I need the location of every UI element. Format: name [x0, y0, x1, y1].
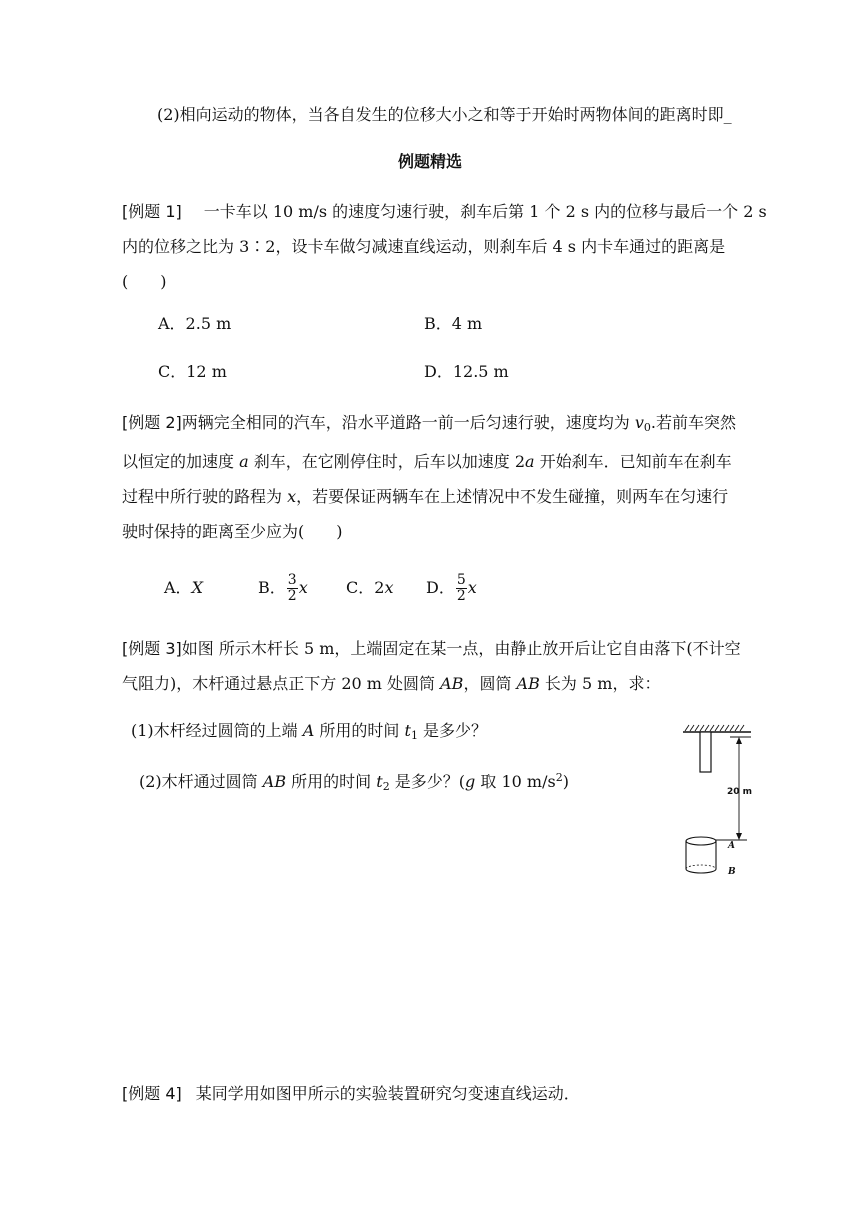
example-1-option-b: B．4 m: [424, 314, 483, 333]
example-2-line-3: 过程中所行驶的路程为 x，若要保证两辆车在上述情况中不发生碰撞，则两车在匀速行: [122, 487, 729, 506]
example-1-tag: [例题 1]: [122, 202, 182, 221]
example-3-line-1: [例题 3]如图 所示木杆长 5 m，上端固定在某一点，由静止放开后让它自由落下(不计空: [122, 639, 741, 658]
example-1-line-3: ( ): [122, 272, 167, 291]
section-title: 例题精选: [397, 152, 462, 171]
example-2-line-4: 驶时保持的距离至少应为( ): [122, 522, 343, 541]
example-3-question-2: (2)木杆通过圆筒 AB 所用的时间 $t_2$ 是多少？(g 取 10 $m/s^2$): [139, 771, 569, 793]
label-b: B: [728, 867, 736, 877]
example-2-option-d: D． $\frac{5}{2}$ x: [426, 572, 477, 604]
example-2-line-2: 以恒定的加速度 a 刹车，在它刚停住时，后车以加速度 2a 开始刹车．已知前车在刹车: [122, 452, 732, 471]
label-a: A: [728, 841, 735, 851]
example-3-line-2: 气阻力)，木杆通过悬点正下方 20 m 处圆筒 AB，圆筒 AB 长为 5 m，求：: [122, 674, 661, 693]
example-3-question-1: (1)木杆经过圆筒的上端 A 所用的时间 $t_1$ 是多少？: [131, 721, 488, 742]
example-2-option-b: B． $\frac{3}{2}$ x: [258, 572, 308, 604]
example-3-tag: [例题 3]: [122, 639, 182, 658]
intro-line: (2)相向运动的物体，当各自发生的位移大小之和等于开始时两物体间的距离时即_: [157, 105, 732, 124]
arrow-down-icon: [736, 833, 742, 840]
example-2-tag: [例题 2]: [122, 413, 182, 432]
example-2-option-a: A．X: [164, 578, 203, 597]
tube-bottom-back: [686, 865, 716, 869]
distance-label: 20 m: [727, 787, 753, 797]
example-1-option-a: A．2.5 m: [158, 314, 232, 333]
example-4-tag: [例题 4]: [122, 1084, 182, 1103]
wooden-rod: [700, 732, 711, 772]
example-2-option-c: C．2x: [346, 578, 394, 597]
example-1-line-1: [122, 201, 767, 223]
example-4-line-1: [例题 4] 某同学用如图甲所示的实验装置研究匀变速直线运动．: [122, 1084, 580, 1103]
ceiling-hatch: [685, 725, 744, 731]
example-1-text-1: 一卡车以 10 m/s 的速度匀速行驶，刹车后第 1 个 2 s 内的位移与最后一个 2 s: [203, 202, 767, 221]
example-1-option-d: D．12.5 m: [424, 362, 509, 381]
fraction-5-2: $\frac{5}{2}$: [456, 572, 466, 604]
tube-bottom-front: [686, 869, 716, 873]
rod-and-tube-figure: [675, 720, 775, 890]
tube-top-ellipse: [686, 837, 716, 845]
example-1-option-c: C．12 m: [158, 362, 227, 381]
example-1-line-2: 内的位移之比为 3∶2，设卡车做匀减速直线运动，则刹车后 4 s 内卡车通过的距离是: [122, 237, 726, 256]
example-2-line-1: [例题 2]两辆完全相同的汽车，沿水平道路一前一后匀速行驶，速度均为 $v_0$.若前车突然: [122, 413, 736, 434]
arrow-up-icon: [736, 737, 742, 744]
fraction-3-2: $\frac{3}{2}$: [287, 572, 297, 604]
